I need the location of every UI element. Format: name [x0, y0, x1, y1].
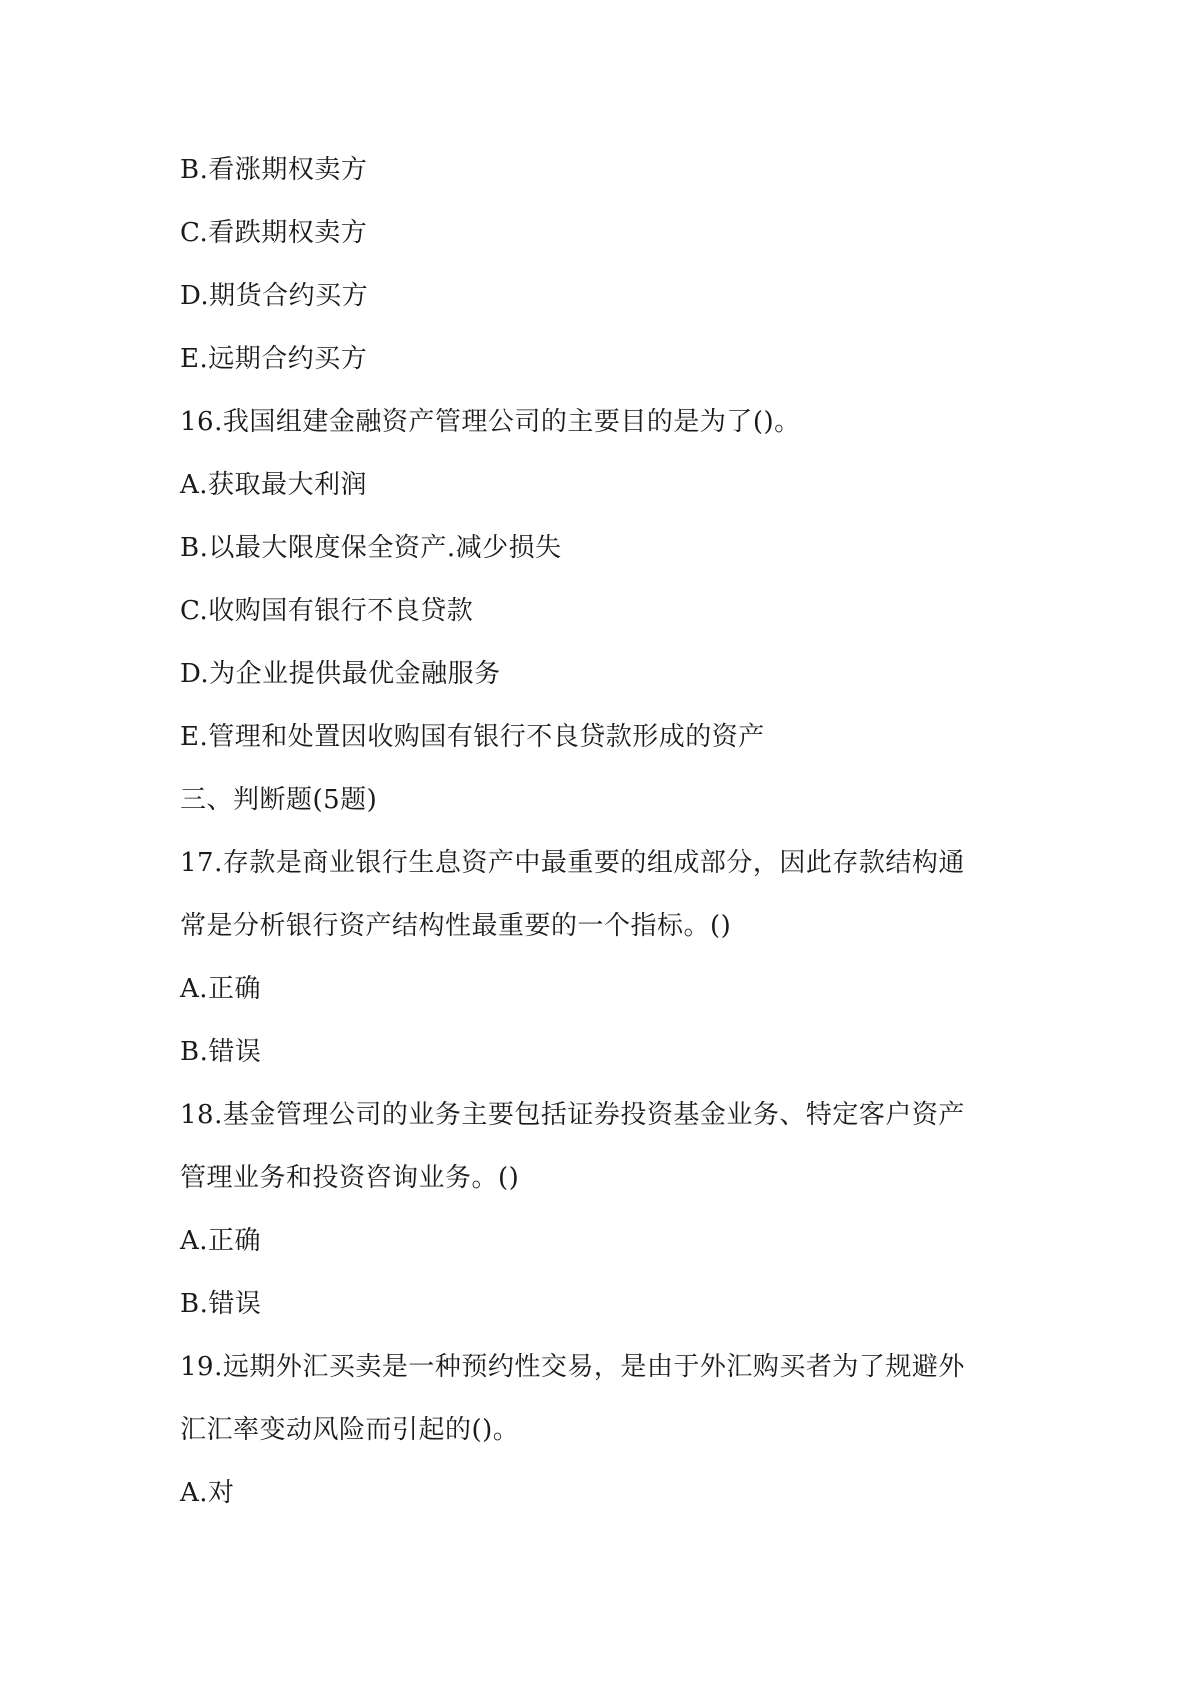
question-17-line-2: 常是分析银行资产结构性最重要的一个指标。(): [180, 911, 732, 941]
option-18-b: B.错误: [180, 1289, 262, 1319]
section-heading-true-false: 三、判断题(5题): [180, 785, 378, 815]
option-16-c: C.收购国有银行不良贷款: [180, 596, 474, 626]
option-15-d: D.期货合约买方: [180, 281, 369, 311]
option-16-e: E.管理和处置因收购国有银行不良贷款形成的资产: [180, 722, 765, 752]
option-15-b: B.看涨期权卖方: [180, 155, 368, 185]
option-17-b: B.错误: [180, 1037, 262, 1067]
question-19-line-2: 汇汇率变动风险而引起的()。: [180, 1415, 520, 1445]
option-19-a: A.对: [180, 1478, 235, 1508]
option-16-a: A.获取最大利润: [180, 470, 368, 500]
question-19-line-1: 19.远期外汇买卖是一种预约性交易，是由于外汇购买者为了规避外: [180, 1352, 965, 1382]
question-18-line-1: 18.基金管理公司的业务主要包括证券投资基金业务、特定客户资产: [180, 1100, 965, 1130]
option-15-e: E.远期合约买方: [180, 344, 368, 374]
option-16-d: D.为企业提供最优金融服务: [180, 659, 501, 689]
question-18-line-2: 管理业务和投资咨询业务。(): [180, 1163, 520, 1193]
option-16-b: B.以最大限度保全资产.减少损失: [180, 533, 562, 563]
option-17-a: A.正确: [180, 974, 262, 1004]
option-15-c: C.看跌期权卖方: [180, 218, 368, 248]
question-17-line-1: 17.存款是商业银行生息资产中最重要的组成部分，因此存款结构通: [180, 848, 965, 878]
question-16: 16.我国组建金融资产管理公司的主要目的是为了()。: [180, 407, 801, 437]
option-18-a: A.正确: [180, 1226, 262, 1256]
